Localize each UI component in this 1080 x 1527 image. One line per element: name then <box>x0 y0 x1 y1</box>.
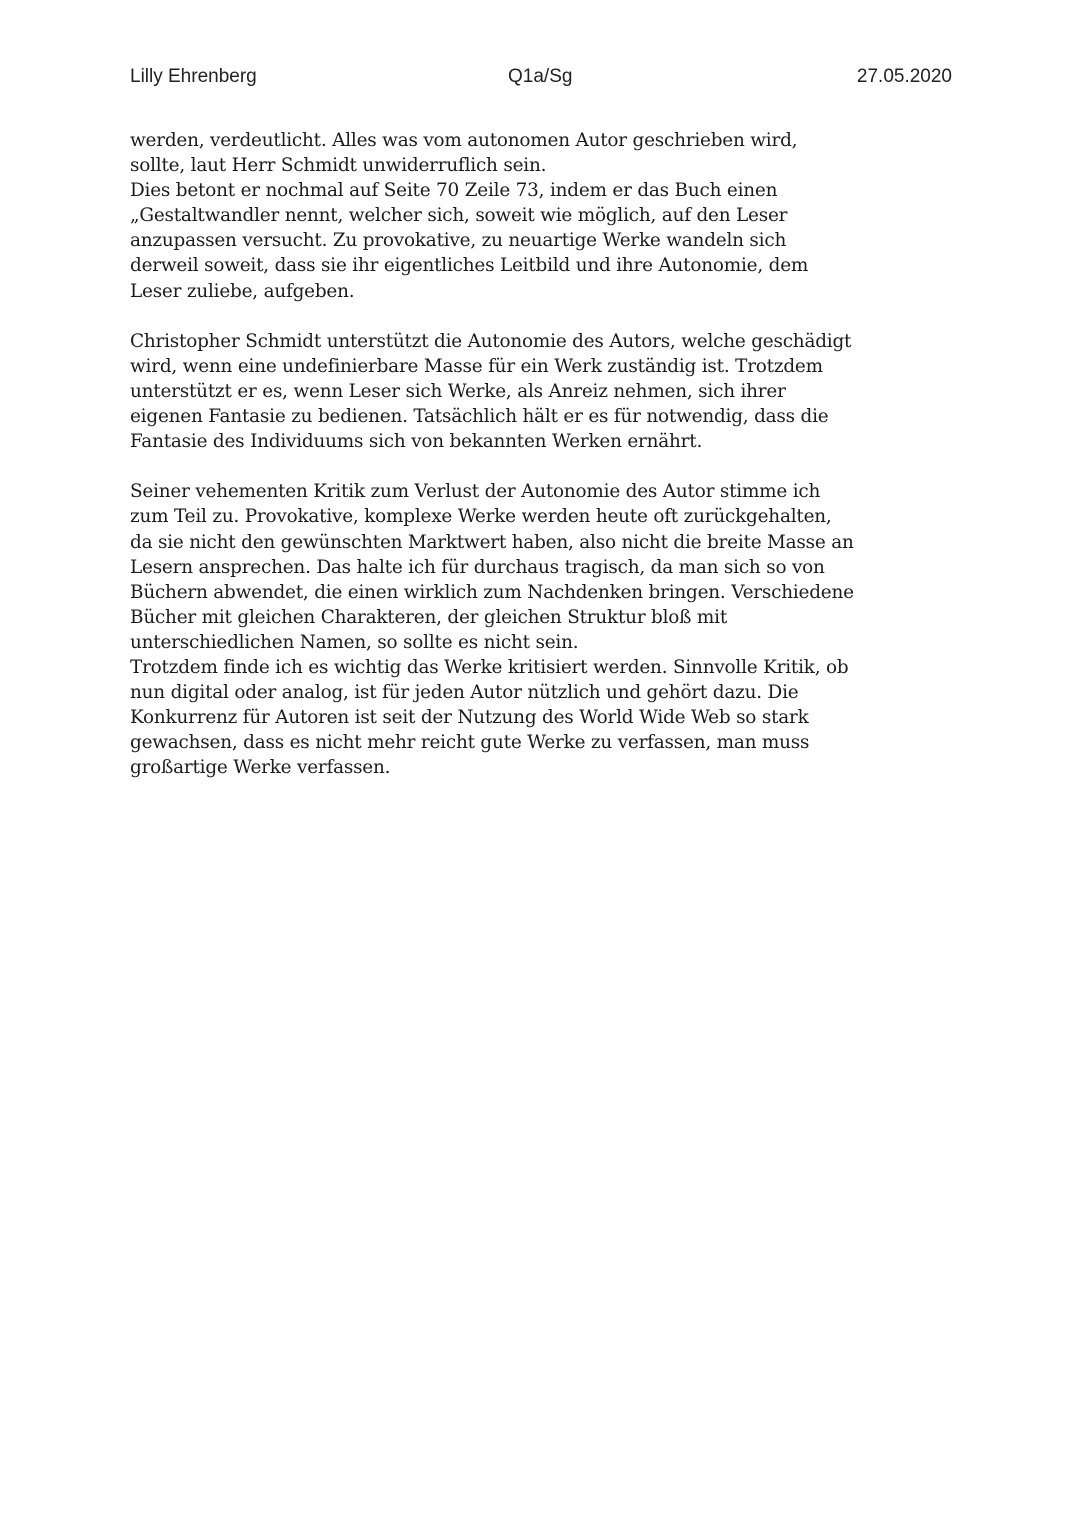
text-line: gewachsen, dass es nicht mehr reicht gute Werke zu verfassen, man muss <box>130 732 810 754</box>
text-line: werden, verdeutlicht. Alles was vom autonomen Autor geschrieben wird, <box>130 130 798 151</box>
text-line: Christopher Schmidt unterstützt die Autonomie des Autors, welche geschädigt <box>130 330 852 352</box>
page-header <box>130 66 952 92</box>
text-line: sollte, laut Herr Schmidt unwiderruflich sein. <box>130 155 547 177</box>
text-line: Konkurrenz für Autoren ist seit der Nutzung des World Wide Web so stark <box>130 707 809 729</box>
header-author: Lilly Ehrenberg <box>130 66 257 87</box>
text-line: derweil soweit, dass sie ihr eigentliches Leitbild und ihre Autonomie, dem <box>130 255 809 277</box>
text-line: anzupassen versucht. Zu provokative, zu neuartige Werke wandeln sich <box>130 230 787 252</box>
header-date: 27.05.2020 <box>856 66 952 87</box>
text-line: „Gestaltwandler nennt, welcher sich, soweit wie möglich, auf den Leser <box>130 205 788 227</box>
text-line: Seiner vehementen Kritik zum Verlust der Autonomie des Autor stimme ich <box>130 481 821 503</box>
document-body <box>130 128 970 780</box>
text-line: Leser zuliebe, aufgeben. <box>130 280 355 302</box>
text-line: Bücher mit gleichen Charakteren, der gleichen Struktur bloß mit <box>130 606 728 628</box>
text-line: unterschiedlichen Namen, so sollte es nicht sein. <box>130 631 579 653</box>
text-line: da sie nicht den gewünschten Marktwert haben, also nicht die breite Masse an <box>130 531 854 553</box>
paragraph-gap <box>130 454 970 479</box>
paragraph <box>130 479 970 780</box>
text-line: wird, wenn eine undefinierbare Masse für ein Werk zuständig ist. Trotzdem <box>130 355 823 377</box>
text-line: Dies betont er nochmal auf Seite 70 Zeile 73, indem er das Buch einen <box>130 180 778 202</box>
text-line: zum Teil zu. Provokative, komplexe Werke werden heute oft zurückgehalten, <box>130 506 832 528</box>
text-line: eigenen Fantasie zu bedienen. Tatsächlich hält er es für notwendig, dass die <box>130 406 829 428</box>
text-line: unterstützt er es, wenn Leser sich Werke, als Anreiz nehmen, sich ihrer <box>130 380 786 402</box>
header-course: Q1a/Sg <box>508 66 573 87</box>
text-line: Fantasie des Individuums sich von bekannten Werken ernährt. <box>130 431 703 453</box>
paragraph <box>130 128 970 304</box>
text-line: nun digital oder analog, ist für jeden Autor nützlich und gehört dazu. Die <box>130 682 799 704</box>
paragraph <box>130 329 970 454</box>
text-line: großartige Werke verfassen. <box>130 757 391 779</box>
text-line: Trotzdem finde ich es wichtig das Werke kritisiert werden. Sinnvolle Kritik, ob <box>130 656 849 678</box>
text-line: Büchern abwendet, die einen wirklich zum Nachdenken bringen. Verschiedene <box>130 581 854 603</box>
paragraph-gap <box>130 304 970 329</box>
text-line: Lesern ansprechen. Das halte ich für durchaus tragisch, da man sich so von <box>130 556 825 578</box>
